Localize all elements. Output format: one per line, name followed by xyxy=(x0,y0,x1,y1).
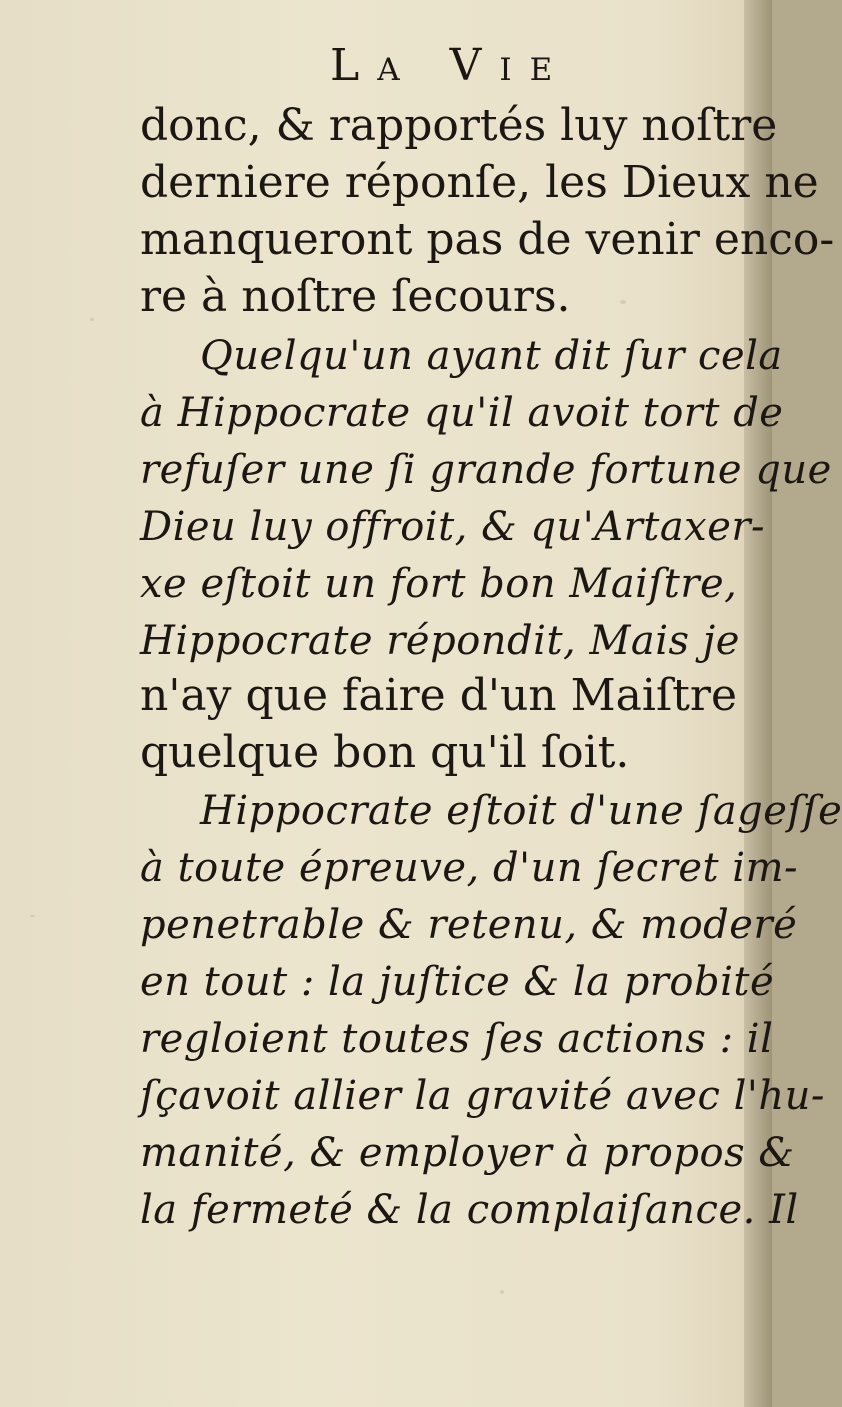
text-line: Quelqu'un ayant dit ſur cela xyxy=(200,333,783,379)
paper-speck xyxy=(90,318,94,321)
text-line: manité, & employer à propos & xyxy=(140,1130,795,1176)
text-line: en tout : la juſtice & la probité xyxy=(140,959,775,1005)
text-line: Dieu luy offroit, & qu'Artaxer- xyxy=(140,504,766,550)
paper-speck xyxy=(30,915,35,917)
text-line: donc, & rapportés luy noſtre xyxy=(140,100,778,151)
text-line: re à noſtre ſecours. xyxy=(140,271,571,322)
paper-speck xyxy=(620,300,626,304)
text-line: n'ay que faire d'un Maiſtre xyxy=(140,670,738,721)
text-line: xe eſtoit un fort bon Maiſtre, xyxy=(140,561,738,607)
text-line: Hippocrate eſtoit d'une ſageſſe xyxy=(200,788,842,834)
text-line: penetrable & retenu, & moderé xyxy=(140,902,798,948)
text-line: à toute épreuve, d'un ſecret im- xyxy=(140,845,799,891)
running-head: La Vie xyxy=(330,40,571,91)
text-line: derniere réponſe, les Dieux ne xyxy=(140,157,819,208)
paper-speck xyxy=(500,1290,504,1294)
text-line: regloient toutes ſes actions : il xyxy=(140,1016,774,1062)
text-line: refuſer une ſi grande fortune que xyxy=(140,447,832,493)
text-line: ſçavoit allier la gravité avec l'hu- xyxy=(140,1073,825,1119)
text-line: Hippocrate répondit, Mais je xyxy=(140,618,740,664)
text-line: manqueront pas de venir enco- xyxy=(140,214,835,265)
text-line: quelque bon qu'il ſoit. xyxy=(140,727,630,778)
text-line: à Hippocrate qu'il avoit tort de xyxy=(140,390,784,436)
text-line: la fermeté & la complaiſance. Il xyxy=(140,1187,799,1233)
